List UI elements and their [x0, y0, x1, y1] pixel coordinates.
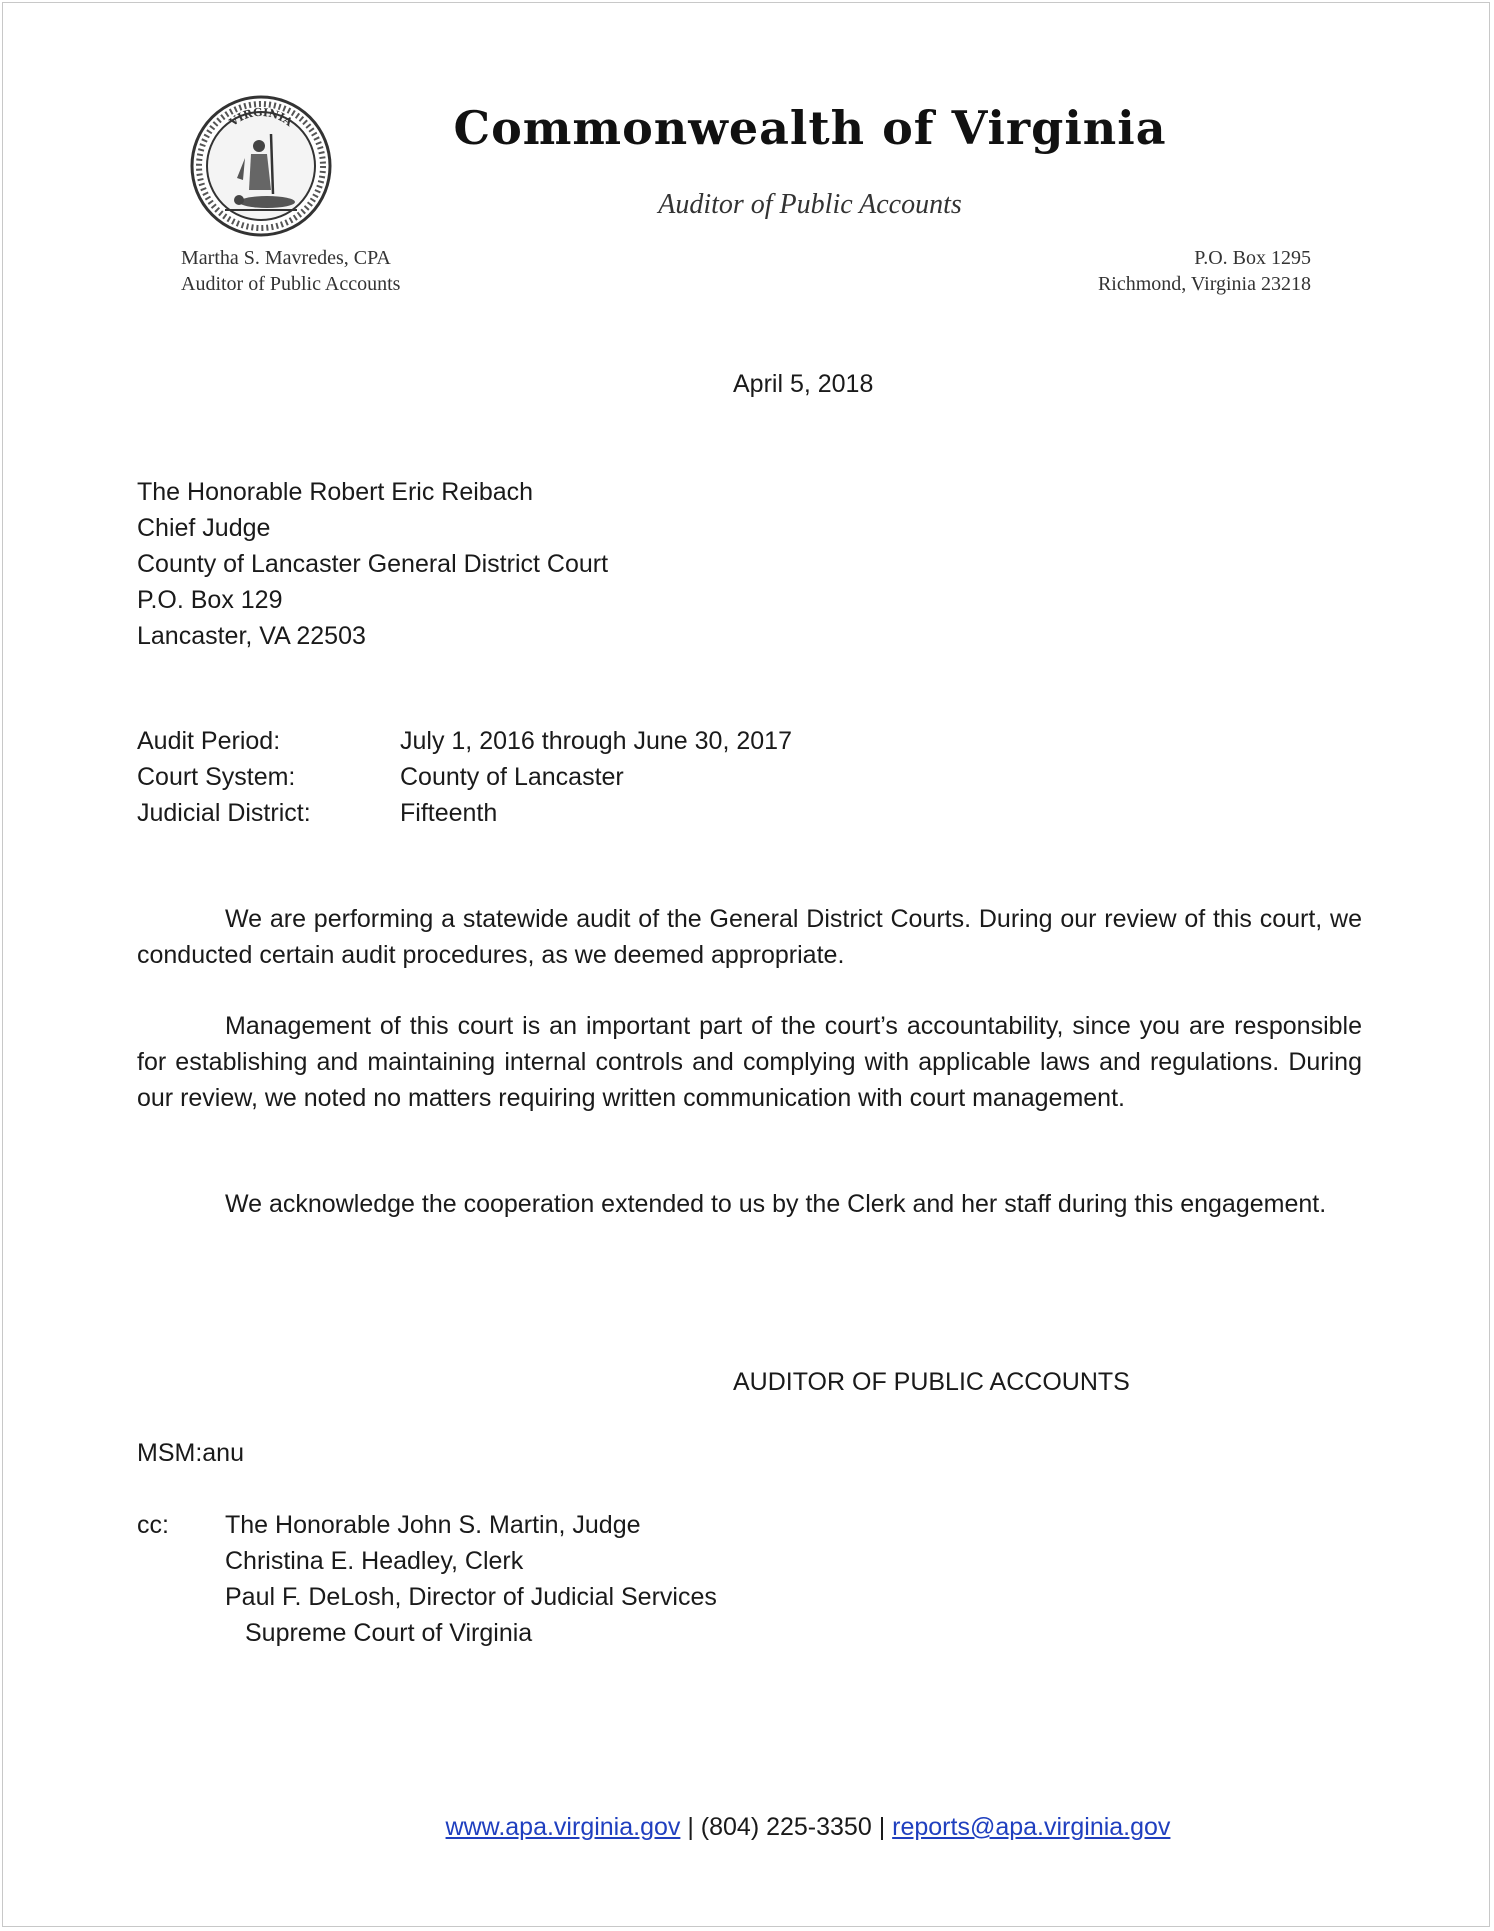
audit-info-row	[137, 723, 792, 759]
typist-initials: MSM:anu	[137, 1439, 244, 1467]
audit-info-label: Court System:	[137, 763, 296, 791]
auditor-title: Auditor of Public Accounts	[181, 273, 401, 295]
audit-info-row	[137, 795, 792, 831]
cc-label: cc:	[137, 1511, 169, 1539]
recipient-address	[137, 474, 608, 654]
footer-phone: (804) 225-3350	[700, 1813, 872, 1841]
cc-item: Christina E. Headley, Clerk	[225, 1547, 524, 1575]
email-link[interactable]: reports@apa.virginia.gov	[892, 1813, 1171, 1841]
letterhead-city: Richmond, Virginia 23218	[1097, 273, 1311, 295]
website-link[interactable]: www.apa.virginia.gov	[445, 1813, 681, 1841]
footer-separator: |	[680, 1813, 701, 1841]
footer	[3, 1809, 1494, 1845]
audit-info-block	[137, 723, 792, 831]
letterhead-title: Commonwealth of Virginia	[453, 101, 1167, 155]
signoff: AUDITOR OF PUBLIC ACCOUNTS	[733, 1368, 1130, 1396]
cc-item: Supreme Court of Virginia	[245, 1619, 533, 1647]
letterhead-address-block	[1098, 245, 1311, 297]
cc-item: The Honorable John S. Martin, Judge	[225, 1511, 641, 1539]
recipient-line: The Honorable Robert Eric Reibach	[137, 478, 534, 506]
letterhead-po-box: P.O. Box 1295	[1194, 247, 1311, 269]
audit-info-label: Audit Period:	[137, 727, 281, 755]
cc-item: Paul F. DeLosh, Director of Judicial Services	[225, 1583, 717, 1611]
letterhead-auditor-block	[181, 245, 400, 297]
recipient-line: Chief Judge	[137, 514, 271, 542]
letter-page	[2, 2, 1490, 1927]
body-paragraph: We are performing a statewide audit of the General District Courts. During our review of this court, we conducted certain audit procedures, as we deemed appropriate.	[137, 905, 1362, 969]
audit-info-value: County of Lancaster	[400, 763, 624, 791]
virginia-seal-icon	[189, 94, 333, 238]
recipient-line: P.O. Box 129	[137, 586, 283, 614]
auditor-name: Martha S. Mavredes, CPA	[181, 247, 391, 269]
audit-info-row	[137, 759, 792, 795]
audit-info-value: July 1, 2016 through June 30, 2017	[400, 727, 792, 755]
seal-text: VIRGINIA	[227, 105, 295, 129]
body-paragraph: Management of this court is an important part of the court’s accountability, since you are responsible for establishing and maintaining internal controls and complying with applicable laws and regulations. During our review, we noted no matters requiring written communication with court management.	[137, 1012, 1362, 1112]
body-paragraph: We acknowledge the cooperation extended to us by the Clerk and her staff during this engagement.	[225, 1190, 1327, 1218]
audit-info-value: Fifteenth	[400, 799, 498, 827]
letter-date: April 5, 2018	[733, 370, 874, 398]
recipient-line: Lancaster, VA 22503	[137, 622, 366, 650]
audit-info-label: Judicial District:	[137, 799, 311, 827]
recipient-line: County of Lancaster General District Court	[137, 550, 609, 578]
letterhead-subtitle: Auditor of Public Accounts	[658, 189, 962, 220]
footer-separator: |	[871, 1813, 893, 1841]
cc-list	[225, 1507, 717, 1651]
